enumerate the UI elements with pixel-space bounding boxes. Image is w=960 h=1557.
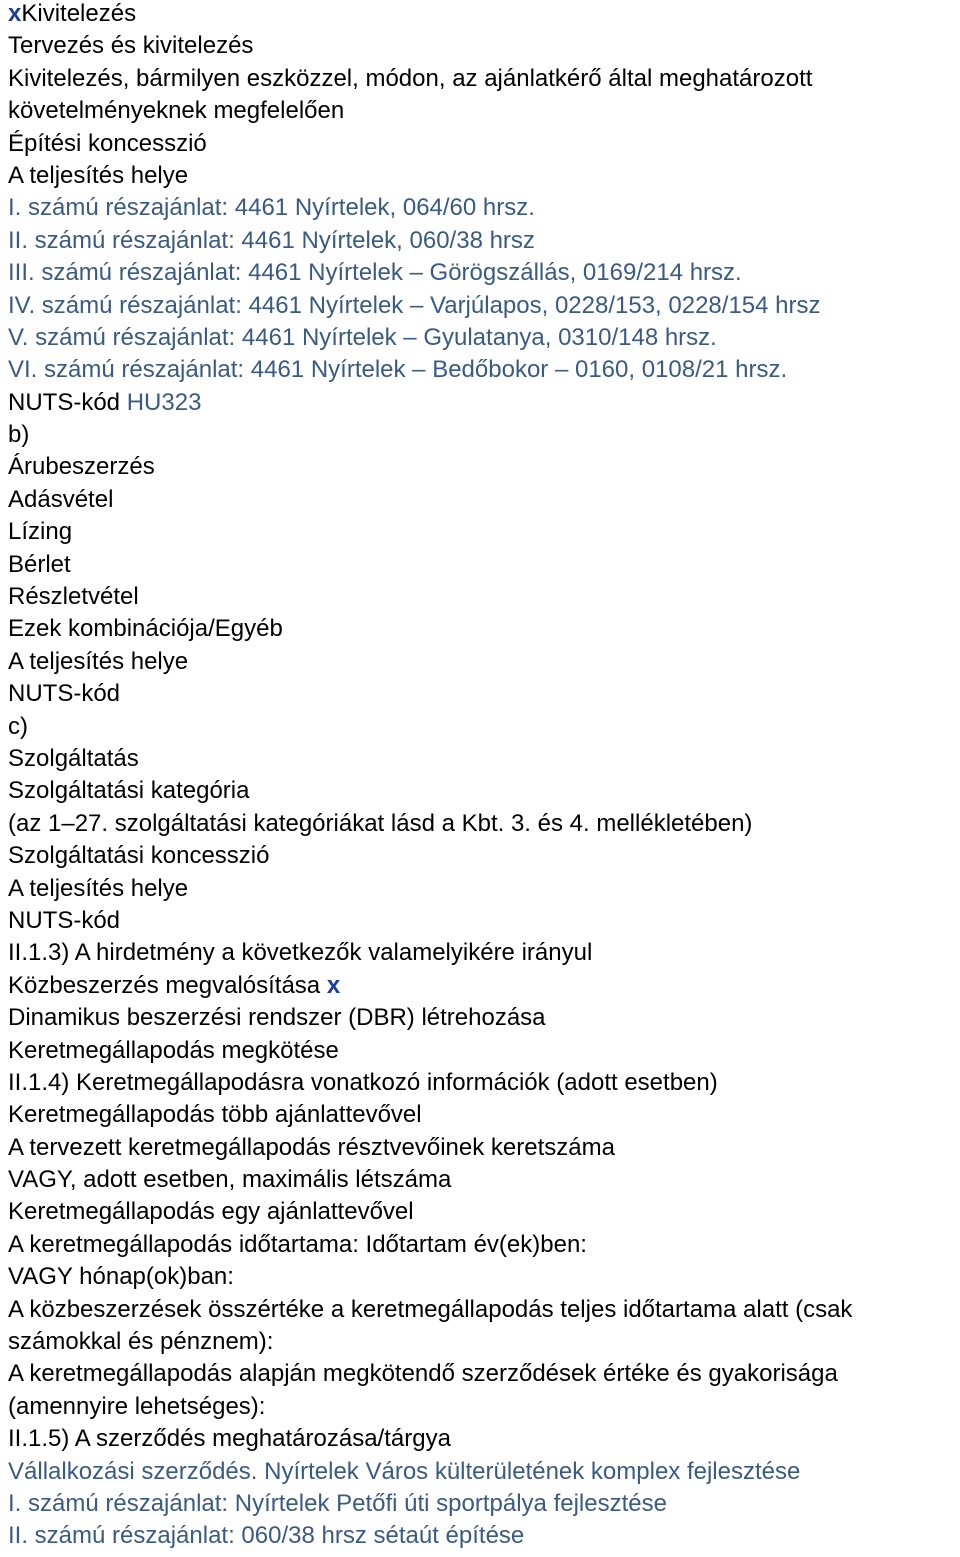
ii14-heading: II.1.4) Keretmegállapodásra vonatkozó információk (adott esetben) [8,1068,718,1096]
keretszam-label: A tervezett keretmegállapodás résztvevőinek keretszáma [8,1133,615,1161]
location-line-6: VI. számú részajánlat: 4461 Nyírtelek – Bedőbokor – 0160, 0108/21 hrsz. [8,356,788,384]
lot2-description: II. számú részajánlat: 060/38 hrsz sétaút építése [8,1522,525,1550]
contract-subject: Vállalkozási szerződés. Nyírtelek Város külterületének komplex fejlesztése [8,1457,801,1485]
nuts-value: HU323 [126,388,202,416]
egy-ajanlattevo-label: Keretmegállapodás egy ajánlattevővel [8,1198,414,1226]
teljesites-helye-label: A teljesítés helye [8,161,189,189]
berlet-label: Bérlet [8,550,71,578]
kivitelezes-label: Kivitelezés [21,0,137,27]
kategoria-note: (az 1–27. szolgáltatási kategóriákat lásd a Kbt. 3. és 4. mellékletében) [8,809,753,837]
ii13-heading: II.1.3) A hirdetmény a következők valamelyikére irányul [8,939,593,967]
szolgaltatasi-koncesszio-label: Szolgáltatási koncesszió [8,842,270,870]
osszertek-line2: számokkal és pénznem): [8,1328,274,1356]
document-body [8,0,960,1555]
reszletvetel-label: Részletvétel [8,583,139,611]
location-line-3: III. számú részajánlat: 4461 Nyírtelek – Görögszállás, 0169/214 hrsz. [8,259,742,287]
szolgaltatasi-kategoria-label: Szolgáltatási kategória [8,777,250,805]
lot1-description: I. számú részajánlat: Nyírtelek Petőfi úti sportpálya fejlesztése [8,1489,667,1517]
location-line-5: V. számú részajánlat: 4461 Nyírtelek – Gyulatanya, 0310/148 hrsz. [8,323,717,351]
kozbeszerzes-row [8,972,960,1004]
location-line-4: IV. számú részajánlat: 4461 Nyírtelek – Varjúlapos, 0228/153, 0228/154 hrsz [8,291,821,319]
arubeszerzes-label: Árubeszerzés [8,453,155,481]
kivitelezes-barmilyen-line1: Kivitelezés, bármilyen eszközzel, módon, az ajánlatkérő által meghatározott [8,64,813,92]
tervezes-label: Tervezés és kivitelezés [8,32,254,60]
szerzodesek-line1: A keretmegállapodás alapján megkötendő szerződések értéke és gyakorisága [8,1360,838,1388]
location-line-1: I. számú részajánlat: 4461 Nyírtelek, 064/60 hrsz. [8,194,535,222]
dbr-label: Dinamikus beszerzési rendszer (DBR) létrehozása [8,1004,546,1032]
kozbeszerzes-label: Közbeszerzés megvalósítása [8,971,321,999]
osszertek-line1: A közbeszerzések összértéke a keretmegállapodás teljes időtartama alatt (csak [8,1295,853,1323]
section-c-letter: c) [8,712,28,740]
szerzodesek-line2: (amennyire lehetséges): [8,1392,266,1420]
tobb-ajanlattevo-label: Keretmegállapodás több ajánlattevővel [8,1101,422,1129]
section-b-letter: b) [8,421,30,449]
b-nuts-label: NUTS-kód [8,680,121,708]
lizing-label: Lízing [8,518,73,546]
epitesi-koncesszio-label: Építési koncesszió [8,129,207,157]
keretmegallapodas-megkotese-label: Keretmegállapodás megkötése [8,1036,339,1064]
idotartam-ev-label: A keretmegállapodás időtartama: Időtartam év(ek)ben: [8,1230,587,1258]
location-line-2: II. számú részajánlat: 4461 Nyírtelek, 060/38 hrsz [8,226,535,254]
nuts-label: NUTS-kód [8,388,121,416]
szolgaltatas-label: Szolgáltatás [8,744,139,772]
adasvetel-label: Adásvétel [8,485,114,513]
c-teljesites-helye-label: A teljesítés helye [8,874,189,902]
kivitelezes-check-mark: x [8,0,22,27]
nuts-row [8,389,960,421]
kivitelezes-barmilyen-line2: követelményeknek megfelelően [8,97,345,125]
kozbeszerzes-check-mark: x [326,971,341,999]
ii15-heading: II.1.5) A szerződés meghatározása/tárgya [8,1425,451,1453]
b-teljesites-helye-label: A teljesítés helye [8,647,189,675]
idotartam-honap-label: VAGY hónap(ok)ban: [8,1263,234,1291]
c-nuts-label: NUTS-kód [8,906,121,934]
kivitelezes-row [8,0,960,32]
maximalis-letszam-label: VAGY, adott esetben, maximális létszáma [8,1166,452,1194]
kombinacio-label: Ezek kombinációja/Egyéb [8,615,283,643]
